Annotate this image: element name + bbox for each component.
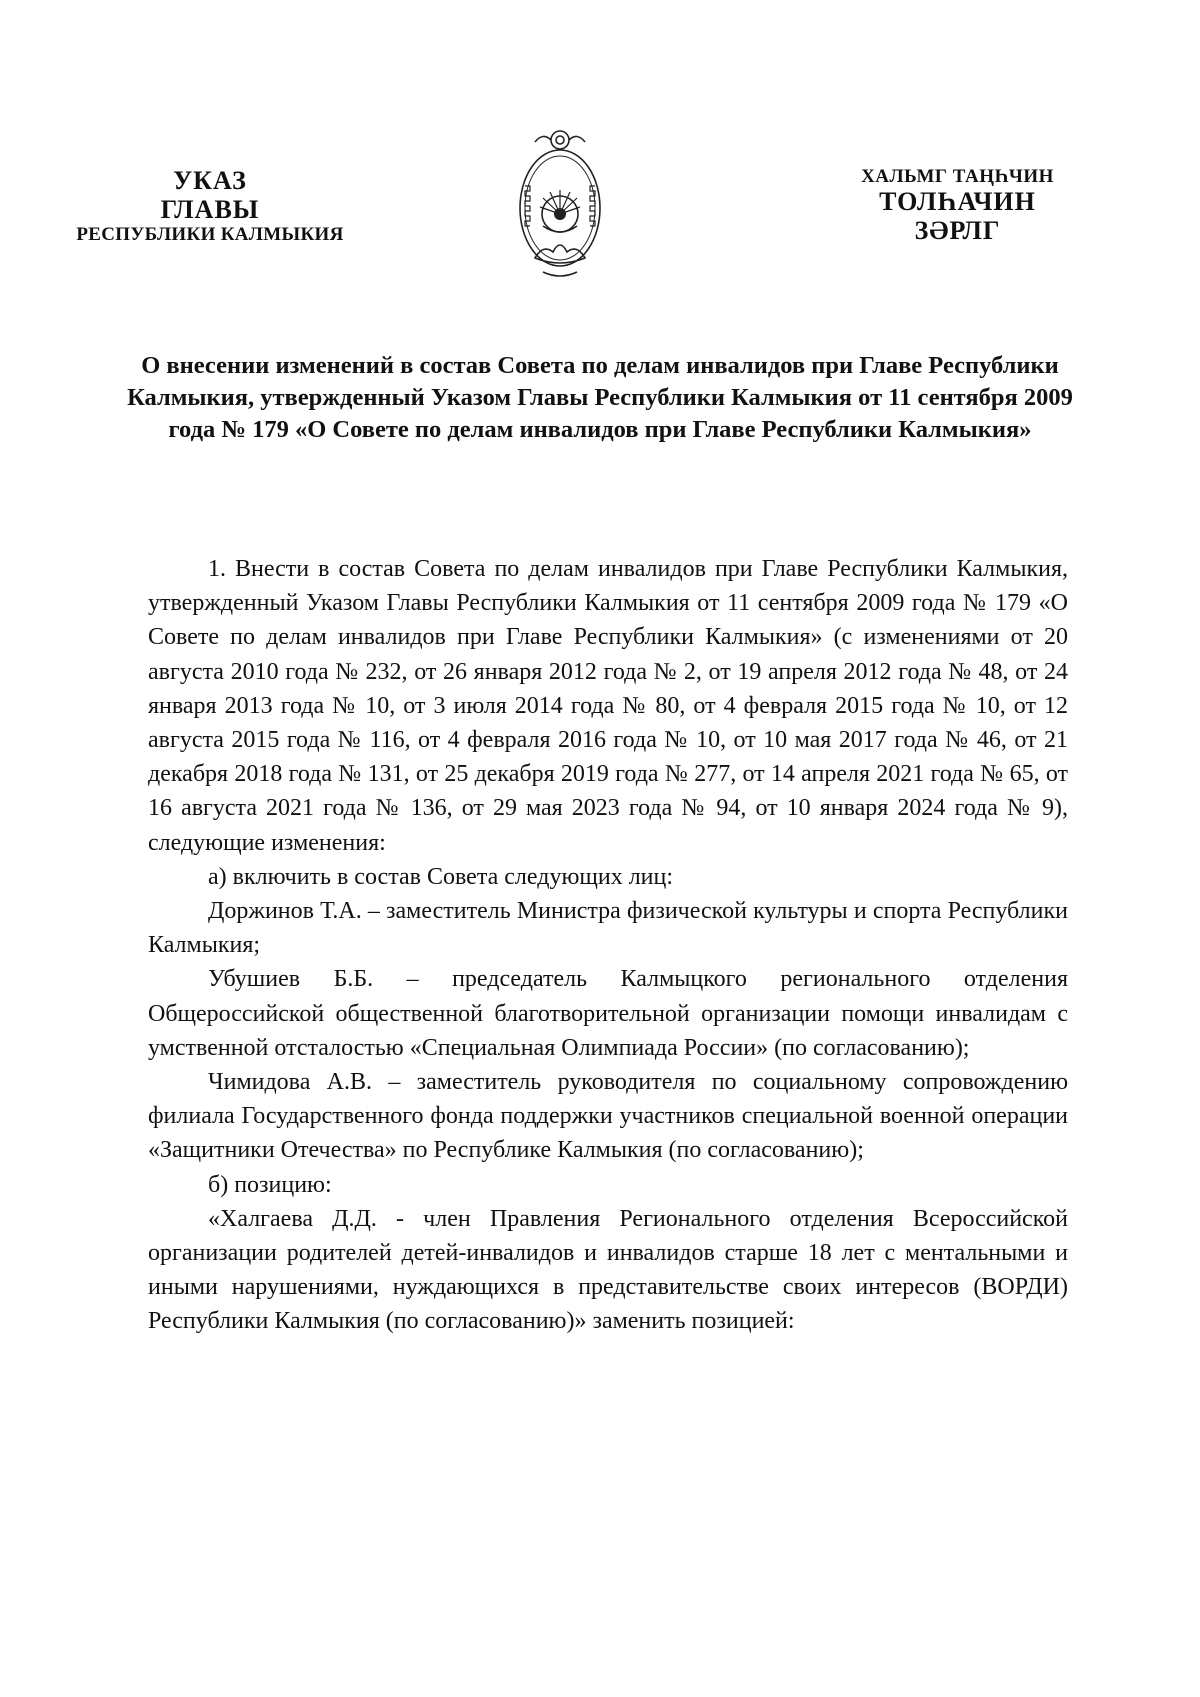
- header-kalmyk-line2: ТОЛҺАЧИН: [879, 187, 1036, 217]
- header-kalmyk-line3: ЗӘРЛГ: [914, 216, 1001, 246]
- paragraph-3: Доржинов Т.А. – заместитель Министра физической культуры и спорта Республики Калмыкия;: [148, 898, 1068, 959]
- header-decree-word: УКАЗ: [173, 166, 247, 195]
- paragraph-2: а) включить в состав Совета следующих лиц:: [208, 863, 674, 890]
- paragraph-6: б) позицию:: [208, 1171, 332, 1198]
- decree-header-russian: [60, 166, 360, 245]
- header-republic-name: РЕСПУБЛИКИ КАЛМЫКИЯ: [76, 224, 344, 246]
- decree-title: О внесении изменений в состав Совета по делам инвалидов при Главе Республики Калмыкия, утвержденный Указом Главы Республики Калмыкия от 11 сентября 2009 года № 179 «О Совете по делам инвалидов при Главе Республики Калмыкия»: [127, 352, 1073, 443]
- coat-of-arms-icon: [513, 126, 607, 286]
- header-head-word: ГЛАВЫ: [160, 195, 260, 225]
- decree-body: [148, 552, 1068, 1339]
- paragraph-1: 1. Внести в состав Совета по делам инвалидов при Главе Республики Калмыкия, утвержденный Указом Главы Республики Калмыкия от 11 сентября 2009 года № 179 «О Совете по делам инвалидов при Главе Республики Калмыкия» (с изменениями от 20 августа 2010 года № 232, от 26 января 2012 года № 2, от 19 апреля 2012 года № 48, от 24 января 2013 года № 10, от 3 июля 2014 года № 80, от 4 февраля 2015 года № 10, от 12 августа 2015 года № 116, от 4 февраля 2016 года № 10, от 10 мая 2017 года № 46, от 21 декабря 2018 года № 131, от 25 декабря 2019 года № 277, от 14 апреля 2021 года № 65, от 16 августа 2021 года № 136, от 29 мая 2023 года № 94, от 10 января 2024 года № 9), следующие изменения:: [148, 556, 1068, 856]
- paragraph-4: Убушиев Б.Б. – председатель Калмыцкого регионального отделения Общероссийской общественной благотворительной организации помощи инвалидам с умственной отсталостью «Специальная Олимпиада России» (по согласованию);: [148, 966, 1068, 1061]
- paragraph-5: Чимидова А.В. – заместитель руководителя по социальному сопровождению филиала Государственного фонда поддержки участников специальной военной операции «Защитники Отечества» по Республике Калмыкия (по согласованию);: [148, 1069, 1068, 1164]
- decree-header-kalmyk: [815, 166, 1100, 245]
- header-kalmyk-line1: ХАЛЬМГ ТАҢҺЧИН: [861, 166, 1054, 187]
- paragraph-7: «Халгаева Д.Д. - член Правления Регионального отделения Всероссийской организации родителей детей-инвалидов и инвалидов старше 18 лет с ментальными и иными нарушениями, нуждающихся в представительстве своих интересов (ВОРДИ) Республики Калмыкия (по согласованию)» заменить позицией:: [148, 1205, 1068, 1335]
